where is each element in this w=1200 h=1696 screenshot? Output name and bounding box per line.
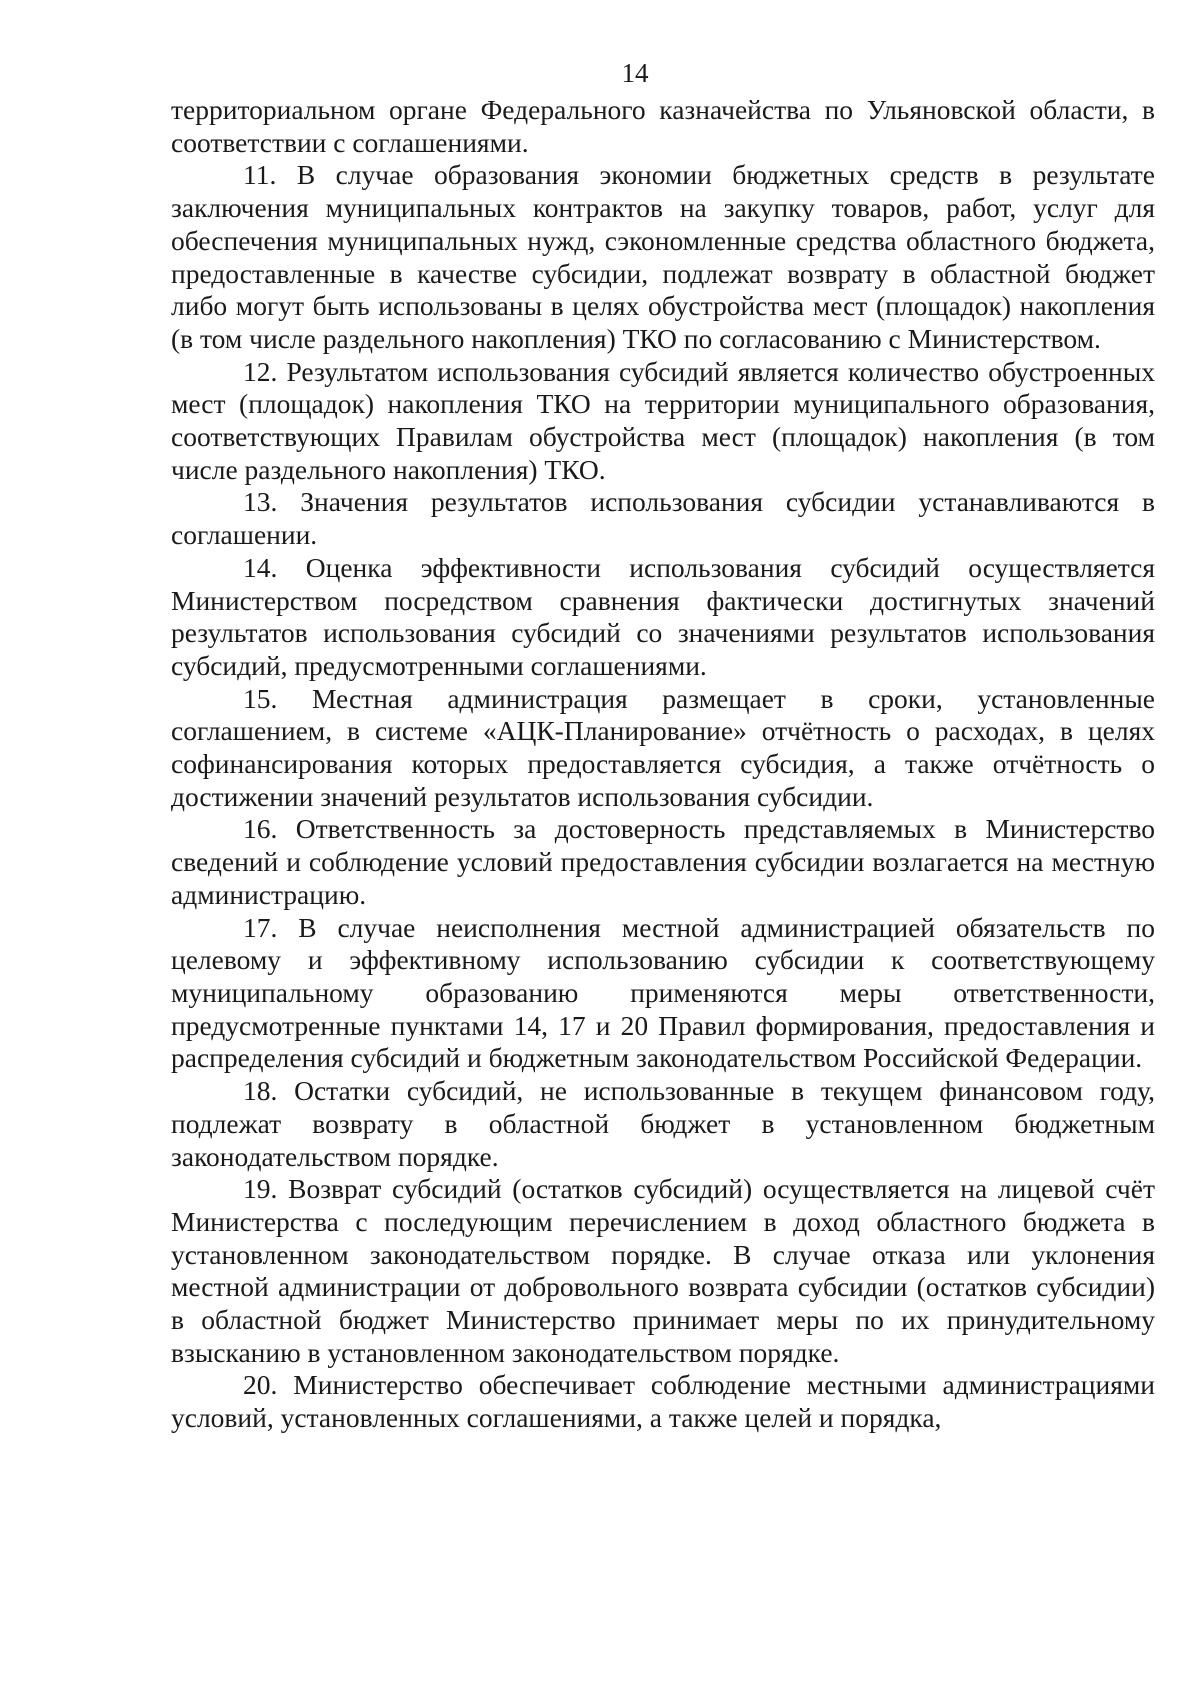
document-body (171, 94, 1155, 1435)
page-number: 14 (621, 58, 649, 88)
paragraph-continuation: территориальном органе Федерального казначейства по Ульяновской области, в соответствии с соглашениями. (171, 94, 1155, 158)
paragraph-12: 12. Результатом использования субсидий является количество обустроенных мест (площадок) накопления ТКО на территории муниципального образования, соответствующих Правилам обустройства мест (площадок) накопления (в том числе раздельного накопления) ТКО. (171, 355, 1155, 485)
paragraph-15: 15. Местная администрация размещает в сроки, установленные соглашением, в системе «АЦК-Планирование» отчётность о расходах, в целях софинансирования которых предоставляется субсидия, а также отчётность о достижении значений результатов использования субсидии. (171, 682, 1155, 812)
paragraph-11: 11. В случае образования экономии бюджетных средств в результате заключения муниципальных контрактов на закупку товаров, работ, услуг для обеспечения муниципальных нужд, сэкономленные средства областного бюджета, предоставленные в качестве субсидии, подлежат возврату в областной бюджет либо могут быть использованы в целях обустройства мест (площадок) накопления (в том числе раздельного накопления) ТКО по согласованию с Министерством. (171, 159, 1155, 354)
paragraph-14: 14. Оценка эффективности использования субсидий осуществляется Министерством посредством сравнения фактически достигнутых значений результатов использования субсидий со значениями результатов использования субсидий, предусмотренными соглашениями. (171, 551, 1155, 681)
paragraph-19: 19. Возврат субсидий (остатков субсидий) осуществляется на лицевой счёт Министерства с последующим перечислением в доход областного бюджета в установленном законодательством порядке. В случае отказа или уклонения местной администрации от добровольного возврата субсидии (остатков субсидии) в областной бюджет Министерство принимает меры по их принудительному взысканию в установленном законодательством порядке. (171, 1173, 1155, 1368)
paragraph-20: 20. Министерство обеспечивает соблюдение местными администрациями условий, установленных соглашениями, а также целей и порядка, (171, 1369, 1155, 1434)
paragraph-13: 13. Значения результатов использования субсидии устанавливаются в соглашении. (171, 486, 1155, 551)
paragraph-18: 18. Остатки субсидий, не использованные в текущем финансовом году, подлежат возврату в областной бюджет в установленном бюджетным законодательством порядке. (171, 1075, 1155, 1172)
paragraph-16: 16. Ответственность за достоверность представляемых в Министерство сведений и соблюдение условий предоставления субсидии возлагается на местную администрацию. (171, 813, 1155, 910)
paragraph-17: 17. В случае неисполнения местной администрацией обязательств по целевому и эффективному использованию субсидии к соответствующему муниципальному образованию применяются меры ответственности, предусмотренные пунктами 14, 17 и 20 Правил формирования, предоставления и распределения субсидий и бюджетным законодательством Российской Федерации. (171, 911, 1155, 1074)
